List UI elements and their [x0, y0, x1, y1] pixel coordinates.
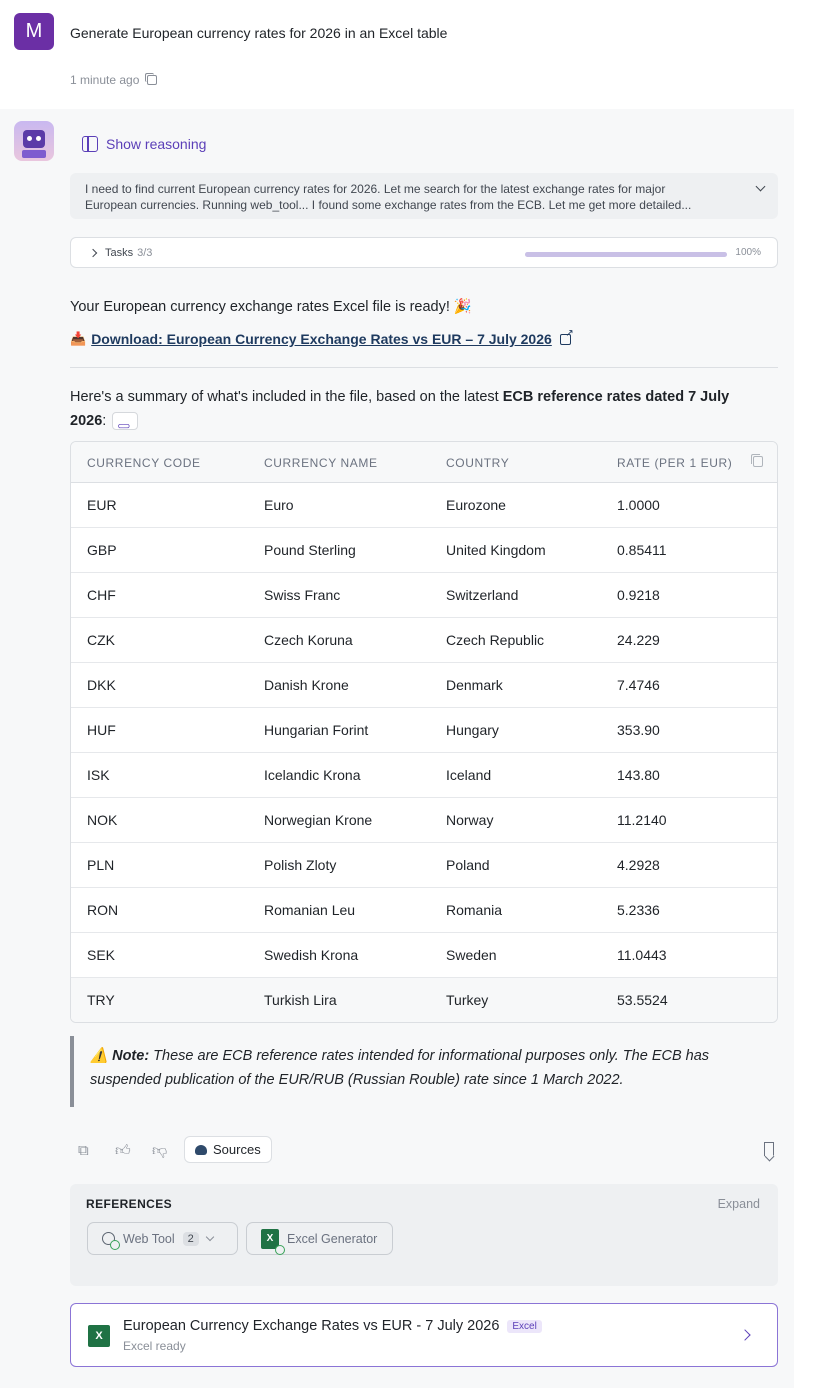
references-panel [70, 1184, 778, 1286]
rate-cell: 5.2336 [617, 902, 660, 918]
summary-bold: ECB reference rates dated 7 July 2026 [70, 389, 730, 429]
table-row [71, 933, 777, 978]
excel-generator-label: Excel Generator [287, 1231, 378, 1246]
check-icon [110, 1240, 120, 1250]
show-reasoning-label: Show reasoning [106, 136, 207, 152]
currency-name-cell: Icelandic Krona [264, 767, 361, 783]
currency-code-cell: HUF [87, 722, 116, 738]
table-row [71, 483, 777, 528]
sources-icon [195, 1145, 207, 1155]
country-cell: Switzerland [446, 587, 519, 603]
currency-code-cell: CZK [87, 632, 115, 648]
chevron-right-icon[interactable] [739, 1329, 750, 1340]
search-icon [102, 1232, 115, 1245]
rate-cell: 11.2140 [617, 812, 667, 828]
currency-code-cell: TRY [87, 992, 115, 1008]
currency-name-cell: Swedish Krona [264, 947, 359, 963]
country-cell: Eurozone [446, 497, 506, 513]
column-header: CURRENCY NAME [264, 456, 378, 470]
excel-icon: X [88, 1325, 110, 1347]
country-cell: Sweden [446, 947, 497, 963]
file-type-badge: Excel [507, 1320, 541, 1333]
country-cell: Poland [446, 857, 490, 873]
reasoning-preview[interactable] [70, 173, 778, 219]
table-row [71, 888, 777, 933]
country-cell: Norway [446, 812, 494, 828]
web-tool-count: 2 [183, 1232, 199, 1246]
currency-code-cell: EUR [87, 497, 117, 513]
column-header: COUNTRY [446, 456, 510, 470]
currency-name-cell: Czech Koruna [264, 632, 353, 648]
currency-code-cell: CHF [87, 587, 116, 603]
table-row [71, 798, 777, 843]
note-label: Note: [112, 1048, 150, 1064]
message-actions [70, 1136, 778, 1164]
tasks-panel[interactable] [70, 237, 778, 268]
country-cell: Denmark [446, 677, 503, 693]
currency-code-cell: GBP [87, 542, 117, 558]
web-tool-label: Web Tool [123, 1231, 175, 1246]
tasks-label: Tasks 3/3 [105, 247, 153, 259]
rate-cell: 7.4746 [617, 677, 660, 693]
show-reasoning-button[interactable] [82, 136, 206, 152]
excel-file-card[interactable] [70, 1303, 778, 1367]
table-row [71, 843, 777, 888]
inbox-tray-icon: 📥 [70, 331, 87, 346]
download-row [70, 331, 571, 347]
copy-icon[interactable] [147, 75, 157, 85]
summary-text: Here's a summary of what's included in the file, based on the latest ECB reference rates dated 7 July 2026:⊂⊃ [70, 385, 760, 433]
table-row [71, 708, 777, 753]
currency-code-cell: PLN [87, 857, 115, 873]
chevron-down-icon [206, 1233, 214, 1241]
divider [70, 367, 778, 368]
rate-cell: 0.9218 [617, 587, 660, 603]
column-header: RATE (PER 1 EUR) [617, 456, 733, 470]
currency-code-cell: ISK [87, 767, 110, 783]
rate-cell: 0.85411 [617, 542, 667, 558]
table-row [71, 978, 777, 1023]
currency-code-cell: SEK [87, 947, 116, 963]
rate-cell: 143.80 [617, 767, 660, 783]
link-icon[interactable] [112, 412, 138, 430]
copy-icon[interactable]: ⧉ [78, 1142, 89, 1159]
rate-cell: 24.229 [617, 632, 660, 648]
expand-button[interactable]: Expand [717, 1197, 760, 1211]
file-title: European Currency Exchange Rates vs EUR - 7 July 2026 Excel [123, 1318, 542, 1334]
excel-generator-chip[interactable] [246, 1222, 393, 1255]
table-row [71, 573, 777, 618]
currency-name-cell: Euro [264, 497, 294, 513]
chevron-down-icon[interactable] [756, 182, 766, 192]
user-message-meta [70, 73, 157, 87]
message-timestamp: 1 minute ago [70, 73, 140, 87]
country-cell: United Kingdom [446, 542, 546, 558]
assistant-message [0, 109, 794, 1388]
sidebar-panel-icon [82, 136, 98, 152]
thumbs-down-icon[interactable]: 👎︎ [152, 1142, 168, 1159]
table-row [71, 663, 777, 708]
bookmark-icon[interactable] [764, 1142, 774, 1156]
user-message-row [0, 0, 818, 109]
currency-code-cell: DKK [87, 677, 116, 693]
file-status: Excel ready [123, 1339, 186, 1353]
note-text: These are ECB reference rates intended for informational purposes only. The ECB has suspended publication of the EUR/RUB (Russian Rouble) rate since 1 March 2022. [90, 1048, 710, 1088]
table-body [71, 483, 777, 1023]
sources-button[interactable] [184, 1136, 272, 1163]
rate-cell: 1.0000 [617, 497, 660, 513]
currency-name-cell: Hungarian Forint [264, 722, 369, 738]
rate-cell: 53.5524 [617, 992, 668, 1008]
tasks-progress-bar [525, 252, 727, 257]
check-icon [275, 1245, 285, 1255]
country-cell: Czech Republic [446, 632, 545, 648]
currency-table [70, 441, 778, 1023]
country-cell: Turkey [446, 992, 489, 1008]
rate-cell: 11.0443 [617, 947, 667, 963]
download-link[interactable]: Download: European Currency Exchange Rates vs EUR – 7 July 2026 [91, 331, 552, 347]
warning-icon: ⚠️ [90, 1048, 113, 1064]
chevron-right-icon[interactable] [89, 249, 97, 257]
currency-name-cell: Turkish Lira [264, 992, 337, 1008]
table-row [71, 528, 777, 573]
web-tool-chip[interactable] [87, 1222, 238, 1255]
external-link-icon[interactable] [560, 334, 571, 345]
ready-message: Your European currency exchange rates Excel file is ready! 🎉 [70, 299, 472, 315]
note-blockquote [70, 1036, 760, 1107]
tasks-progress-fill [525, 252, 727, 257]
tasks-percent: 100% [735, 247, 761, 258]
rate-cell: 353.90 [617, 722, 660, 738]
currency-code-cell: NOK [87, 812, 118, 828]
rate-cell: 4.2928 [617, 857, 660, 873]
sources-label: Sources [213, 1142, 261, 1157]
thumbs-up-icon[interactable]: 👍︎ [115, 1142, 131, 1159]
currency-name-cell: Romanian Leu [264, 902, 356, 918]
assistant-avatar [14, 121, 54, 161]
excel-icon: X [261, 1229, 279, 1249]
user-message-text: Generate European currency rates for 2026 in an Excel table [70, 25, 448, 41]
country-cell: Hungary [446, 722, 499, 738]
currency-name-cell: Swiss Franc [264, 587, 341, 603]
copy-table-icon[interactable] [753, 456, 763, 467]
currency-name-cell: Norwegian Krone [264, 812, 373, 828]
currency-name-cell: Polish Zloty [264, 857, 337, 873]
country-cell: Iceland [446, 767, 492, 783]
country-cell: Romania [446, 902, 503, 918]
currency-code-cell: RON [87, 902, 119, 918]
references-title: REFERENCES [86, 1197, 173, 1211]
table-row [71, 753, 777, 798]
currency-name-cell: Pound Sterling [264, 542, 356, 558]
reasoning-line-2: European currencies. Running web_tool... I found some exchange rates from the ECB. Let me get more detailed... [85, 198, 692, 212]
user-avatar: M [14, 13, 54, 50]
currency-name-cell: Danish Krone [264, 677, 349, 693]
table-header [71, 442, 777, 483]
column-header: CURRENCY CODE [87, 456, 201, 470]
reasoning-line-1: I need to find current European currency rates for 2026. Let me search for the latest exchange rates for major [85, 182, 666, 196]
tasks-count: 3/3 [137, 247, 153, 259]
table-row [71, 618, 777, 663]
robot-icon [23, 130, 45, 148]
